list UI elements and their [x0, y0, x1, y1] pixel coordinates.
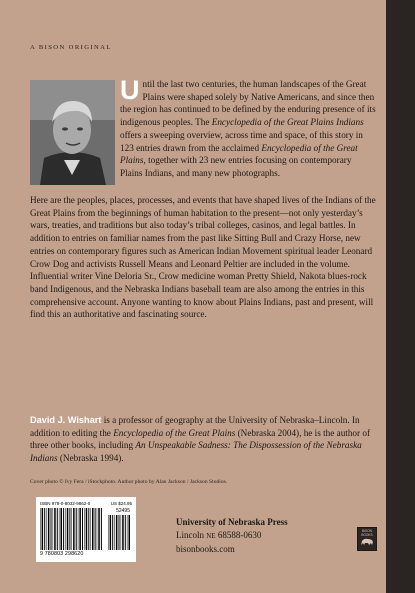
- author-book-title-1: Encyclopedia of the Great Plains: [113, 427, 236, 438]
- bison-icon: [360, 537, 374, 547]
- intro-title-1: Encyclopedia of the Great Plains Indians: [211, 117, 364, 128]
- drop-cap: U: [120, 75, 140, 105]
- isbn-barcode: [36, 497, 136, 562]
- author-bio-text-2: (Nebraska 2004), he is the author of three other books, including: [30, 427, 371, 451]
- photo-credits: Cover photo © Ivy Fera / iStockphoto. Author photo by Alan Jackson / Jackson Studios.: [30, 479, 228, 485]
- addon-barcode-bars: [108, 515, 132, 550]
- publisher-zip: 68588-0630: [217, 530, 262, 540]
- description-paragraph: Here are the peoples, places, processes, and events that have shaped lives of the Indians of the Great Plains from the beginnings of human habitation to the present—not only yesterday’s wars, treaties, and traditions but also today’s tribal colleges, casinos, and legal battles. In addition to entries on familiar names from the past like Sitting Bull and Crazy Horse, new entries on contemporary figures such as American Indian Movement spiritual leader Leonard Crow Dog and activists Russell Means and Leonard Peltier are included in the volume. Influential writer Vine Deloria Sr., Crow medicine woman Pretty Shield, Nakota blues-rock band Indigenous, and the Nebraska Indians baseball team are also among the entries in this comprehensive account. Anyone wanting to know about Plains Indians, past and present, will find this an authoritative and fascinating source.: [30, 195, 376, 320]
- intro-text-1: ntil the last two centuries, the human landscapes of the Great Plains were shaped solely by Native Americans, and since then the region has continued to be defined by the enduring presence of its indigenous peoples. The: [120, 79, 376, 128]
- author-bio-text-3: (Nebraska 1994).: [57, 453, 124, 464]
- publisher-city: Lincoln: [176, 530, 204, 540]
- barcode-number: 9 780803 298620: [40, 551, 84, 557]
- logo-text-line1: BISON: [362, 529, 372, 533]
- author-photo: [30, 80, 115, 185]
- publisher-name: University of Nebraska Press: [176, 517, 288, 527]
- bison-books-logo: [357, 527, 377, 551]
- addon-number: 52495: [116, 508, 130, 514]
- author-book-title-2: An Unspeakable Sadness: The Dispossession of the Nebraska Indians: [30, 440, 362, 464]
- publisher-block: [176, 516, 346, 556]
- intro-paragraph: [120, 75, 376, 180]
- publisher-state: NE: [206, 532, 216, 540]
- book-spine: [386, 0, 415, 593]
- price-label: US $24.95: [110, 501, 132, 506]
- intro-text-3: , together with 23 new entries focusing on contemporary Plains Indians, and many new photographs.: [120, 155, 352, 178]
- author-bio-text-1: is a professor of geography at the University of Nebraska–Lincoln. In addition to editing the: [30, 415, 360, 438]
- publisher-website: bisonbooks.com: [176, 544, 235, 554]
- logo-text-line2: BOOKS: [361, 532, 373, 537]
- intro-text-2: offers a sweeping overview, across time and space, of this story in 123 entries drawn from the acclaimed: [120, 129, 363, 153]
- author-name: David J. Wishart: [30, 415, 102, 425]
- isbn-label: ISBN 978-0-8032-9862-0: [40, 501, 91, 506]
- intro-title-2: Encyclopedia of the Great Plains: [120, 142, 358, 166]
- author-bio: [30, 414, 376, 465]
- barcode-bars: [40, 508, 104, 550]
- series-label: A BISON ORIGINAL: [30, 44, 112, 51]
- publisher-address: [176, 529, 346, 543]
